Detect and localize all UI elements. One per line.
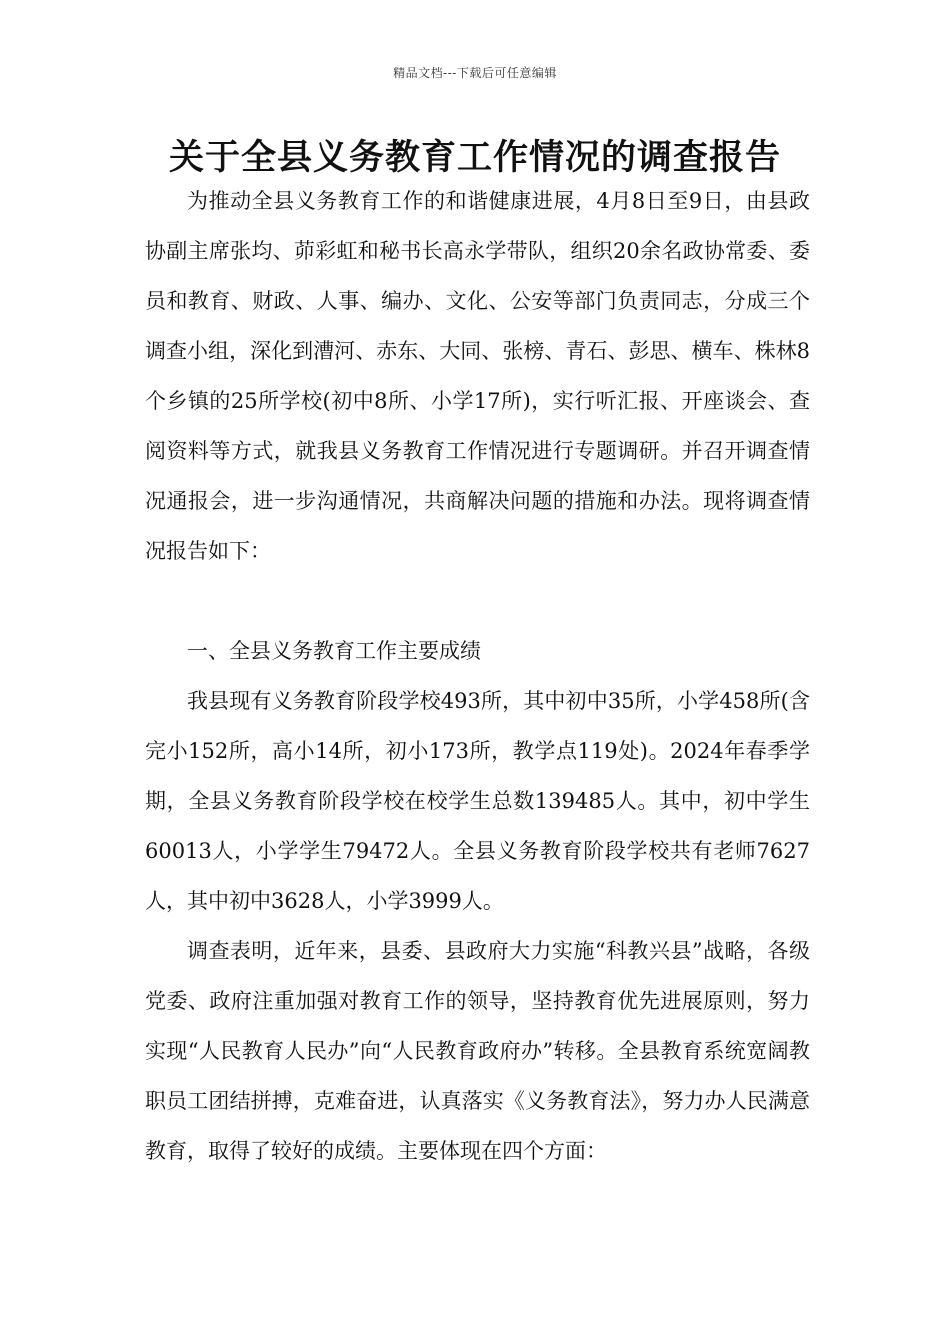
findings-paragraph: 调查表明，近年来，县委、县政府大力实施“科教兴县”战略，各级党委、政府注重加强对教育工作的领导，坚持教育优先进展原则，努力实现“人民教育人民办”向“人民教育政府办”转移。全县教育系统宽阔教职员工团结拼搏，克难奋进，认真落实《义务教育法》，努力办人民满意教育，取得了较好的成绩。主要体现在四个方面：: [145, 939, 810, 1163]
header-note: 精品文档---下载后可任意编辑: [393, 66, 557, 80]
document-title: 关于全县义务教育工作情况的调查报告: [168, 138, 781, 178]
paragraph-gap: [145, 576, 810, 626]
section-heading: 一、全县义务教育工作主要成绩: [187, 639, 481, 663]
statistics-paragraph: 我县现有义务教育阶段学校493所，其中初中35所，小学458所(含完小152所，高小14所，初小173所，教学点119处)。2024年春季学期，全县义务教育阶段学校在校学生总数139485人。其中，初中学生60013人，小学学生79472人。全县义务教育阶段学校共有老师7627人，其中初中3628人，小学3999人。: [145, 689, 810, 913]
intro-paragraph: 为推动全县义务教育工作的和谐健康进展，4月8日至9日，由县政协副主席张均、茆彩虹和秘书长高永学带队，组织20余名政协常委、委员和教育、财政、人事、编办、文化、公安等部门负责同志，分成三个调查小组，深化到漕河、赤东、大同、张榜、青石、彭思、横车、株林8个乡镇的25所学校(初中8所、小学17所)，实行听汇报、开座谈会、查阅资料等方式，就我县义务教育工作情况进行专题调研。并召开调查情况通报会，进一步沟通情况，共商解决问题的措施和办法。现将调查情况报告如下：: [145, 189, 810, 563]
document-body: [145, 176, 810, 1176]
